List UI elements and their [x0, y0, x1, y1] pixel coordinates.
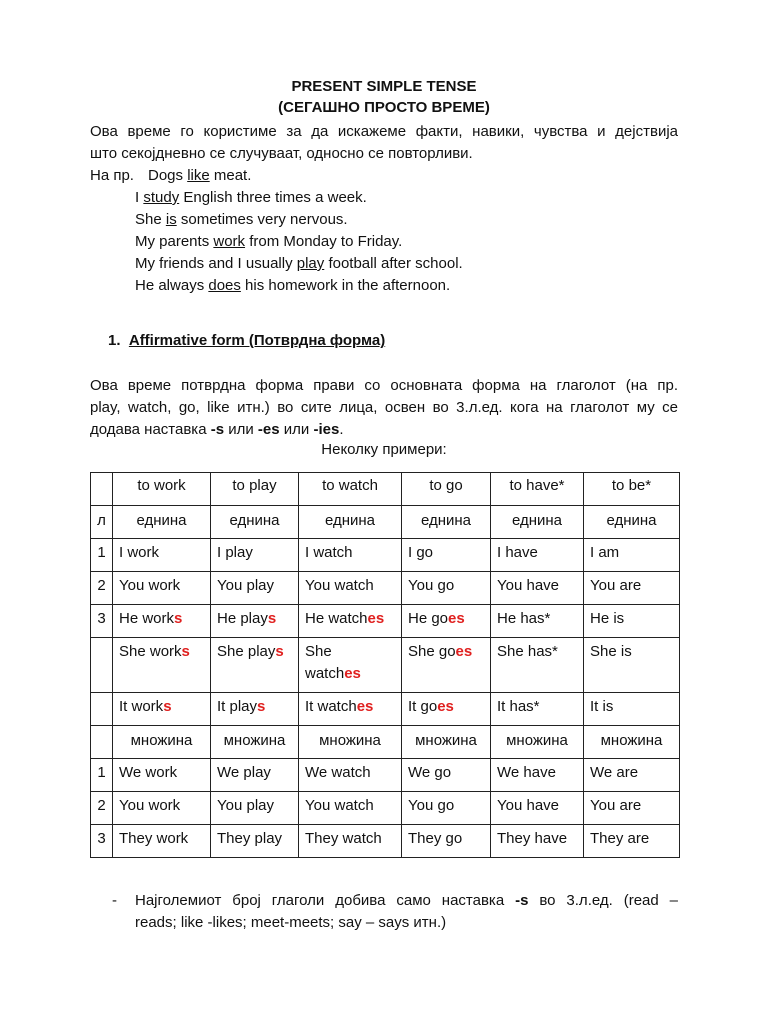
table-row [91, 506, 680, 539]
table-cell: to be* [584, 473, 680, 506]
table-cell: She works [113, 638, 211, 693]
suffix-highlight: s [174, 610, 183, 627]
table-cell: множина [211, 726, 299, 759]
table-cell: She goes [402, 638, 491, 693]
table-cell: We have [491, 759, 584, 792]
para2-line-2: play, watch, go, like итн.) во сите лица, освен во 3.л.ед. кога на глаголот му се [90, 399, 678, 416]
table-cell: еднина [584, 506, 680, 539]
table-cell: еднина [211, 506, 299, 539]
table-cell: You go [402, 792, 491, 825]
conjugation-table [90, 472, 680, 858]
table-cell: to work [113, 473, 211, 506]
suffix-highlight: es [367, 610, 385, 627]
table-cell [91, 638, 113, 693]
table-cell: л [91, 506, 113, 539]
table-cell: You watch [299, 792, 402, 825]
table-cell: множина [402, 726, 491, 759]
table-cell: еднина [491, 506, 584, 539]
table-cell: It plays [211, 693, 299, 726]
suffix-highlight: s [163, 698, 172, 715]
suffix-highlight: s [181, 643, 190, 660]
table-cell: You work [113, 572, 211, 605]
example-4: My parents work from Monday to Friday. [135, 233, 403, 250]
table-row [91, 726, 680, 759]
table-row [91, 759, 680, 792]
examples-note: Неколку примери: [321, 441, 447, 458]
table-cell: You play [211, 792, 299, 825]
table-cell: to watch [299, 473, 402, 506]
table-cell: I have [491, 539, 584, 572]
table-cell: множина [491, 726, 584, 759]
table-cell: It works [113, 693, 211, 726]
table-cell: They have [491, 825, 584, 858]
table-cell: He goes [402, 605, 491, 638]
table-cell: We work [113, 759, 211, 792]
table-row [91, 792, 680, 825]
bullet-line-2: reads; like -likes; meet-meets; say – says итн.) [135, 914, 447, 931]
table-cell: множина [299, 726, 402, 759]
table-cell: It has* [491, 693, 584, 726]
suffix-highlight: s [257, 698, 266, 715]
section-heading-affirmative: 1. Affirmative form (Потврдна форма) [108, 332, 386, 349]
table-cell: 1 [91, 759, 113, 792]
para2-line-3: додава наставка -s или -es или -ies. [90, 421, 344, 438]
table-cell: множина [113, 726, 211, 759]
table-cell: He plays [211, 605, 299, 638]
table-cell: I work [113, 539, 211, 572]
table-cell: I go [402, 539, 491, 572]
table-row [91, 693, 680, 726]
example-6: He always does his homework in the afternoon. [135, 277, 451, 294]
table-cell: 3 [91, 825, 113, 858]
table-cell: She watches [299, 638, 402, 693]
table-cell: 2 [91, 572, 113, 605]
bullet-line-1: Најголемиот број глаголи добива само наставка -s во 3.л.ед. (read – [135, 892, 678, 909]
table-cell: It watches [299, 693, 402, 726]
table-cell: He works [113, 605, 211, 638]
table-cell: He has* [491, 605, 584, 638]
suffix-highlight: es [344, 665, 361, 682]
intro-line-1: Ова време го користиме за да искажеме факти, навики, чувства и дејствија [90, 123, 678, 140]
table-cell: to have* [491, 473, 584, 506]
suffix-highlight: s [275, 643, 284, 660]
suffix-highlight: es [448, 610, 465, 627]
table-cell: 3 [91, 605, 113, 638]
table-cell: He is [584, 605, 680, 638]
table-cell: You play [211, 572, 299, 605]
table-cell: You are [584, 792, 680, 825]
table-cell: I watch [299, 539, 402, 572]
table-cell [91, 473, 113, 506]
para2-line-1: Ова време потврдна форма прави со основната форма на глаголот (на пр. [90, 377, 678, 394]
example-lead: На пр. [90, 167, 134, 184]
table-cell: I play [211, 539, 299, 572]
table-cell: We are [584, 759, 680, 792]
table-cell: You have [491, 572, 584, 605]
table-cell: You watch [299, 572, 402, 605]
table-cell [91, 726, 113, 759]
table-row [91, 638, 680, 693]
document-subtitle: (СЕГАШНО ПРОСТО ВРЕМЕ) [278, 99, 490, 116]
suffix-highlight: es [437, 698, 454, 715]
table-row [91, 539, 680, 572]
document-title: PRESENT SIMPLE TENSE [291, 78, 477, 95]
table-cell: It is [584, 693, 680, 726]
table-cell: to play [211, 473, 299, 506]
table-cell: You work [113, 792, 211, 825]
table-cell: It goes [402, 693, 491, 726]
example-1: Dogs like meat. [148, 167, 252, 184]
table-cell: You are [584, 572, 680, 605]
table-cell: They play [211, 825, 299, 858]
table-header-row [91, 473, 680, 506]
table-cell: They go [402, 825, 491, 858]
table-row [91, 605, 680, 638]
table-cell: We watch [299, 759, 402, 792]
table-cell: We go [402, 759, 491, 792]
table-cell: She has* [491, 638, 584, 693]
table-cell: They watch [299, 825, 402, 858]
table-cell: I am [584, 539, 680, 572]
table-cell: to go [402, 473, 491, 506]
table-cell: You have [491, 792, 584, 825]
table-cell: She plays [211, 638, 299, 693]
table-cell: They work [113, 825, 211, 858]
example-5: My friends and I usually play football after school. [135, 255, 463, 272]
table-row [91, 825, 680, 858]
table-cell: He watches [299, 605, 402, 638]
table-cell: She is [584, 638, 680, 693]
table-cell: We play [211, 759, 299, 792]
table-cell: They are [584, 825, 680, 858]
table-cell: 1 [91, 539, 113, 572]
table-cell: множина [584, 726, 680, 759]
table-cell: You go [402, 572, 491, 605]
suffix-highlight: s [267, 610, 277, 627]
example-2: I study English three times a week. [135, 189, 367, 206]
table-cell: еднина [402, 506, 491, 539]
bullet-marker: - [112, 892, 117, 909]
table-cell: еднина [113, 506, 211, 539]
suffix-highlight: es [356, 698, 374, 715]
example-3: She is sometimes very nervous. [135, 211, 348, 228]
intro-line-2: што секојдневно се случуваат, односно се повторливи. [90, 145, 473, 162]
table-row [91, 572, 680, 605]
suffix-highlight: es [455, 643, 473, 660]
table-cell: еднина [299, 506, 402, 539]
table-cell [91, 693, 113, 726]
table-cell: 2 [91, 792, 113, 825]
